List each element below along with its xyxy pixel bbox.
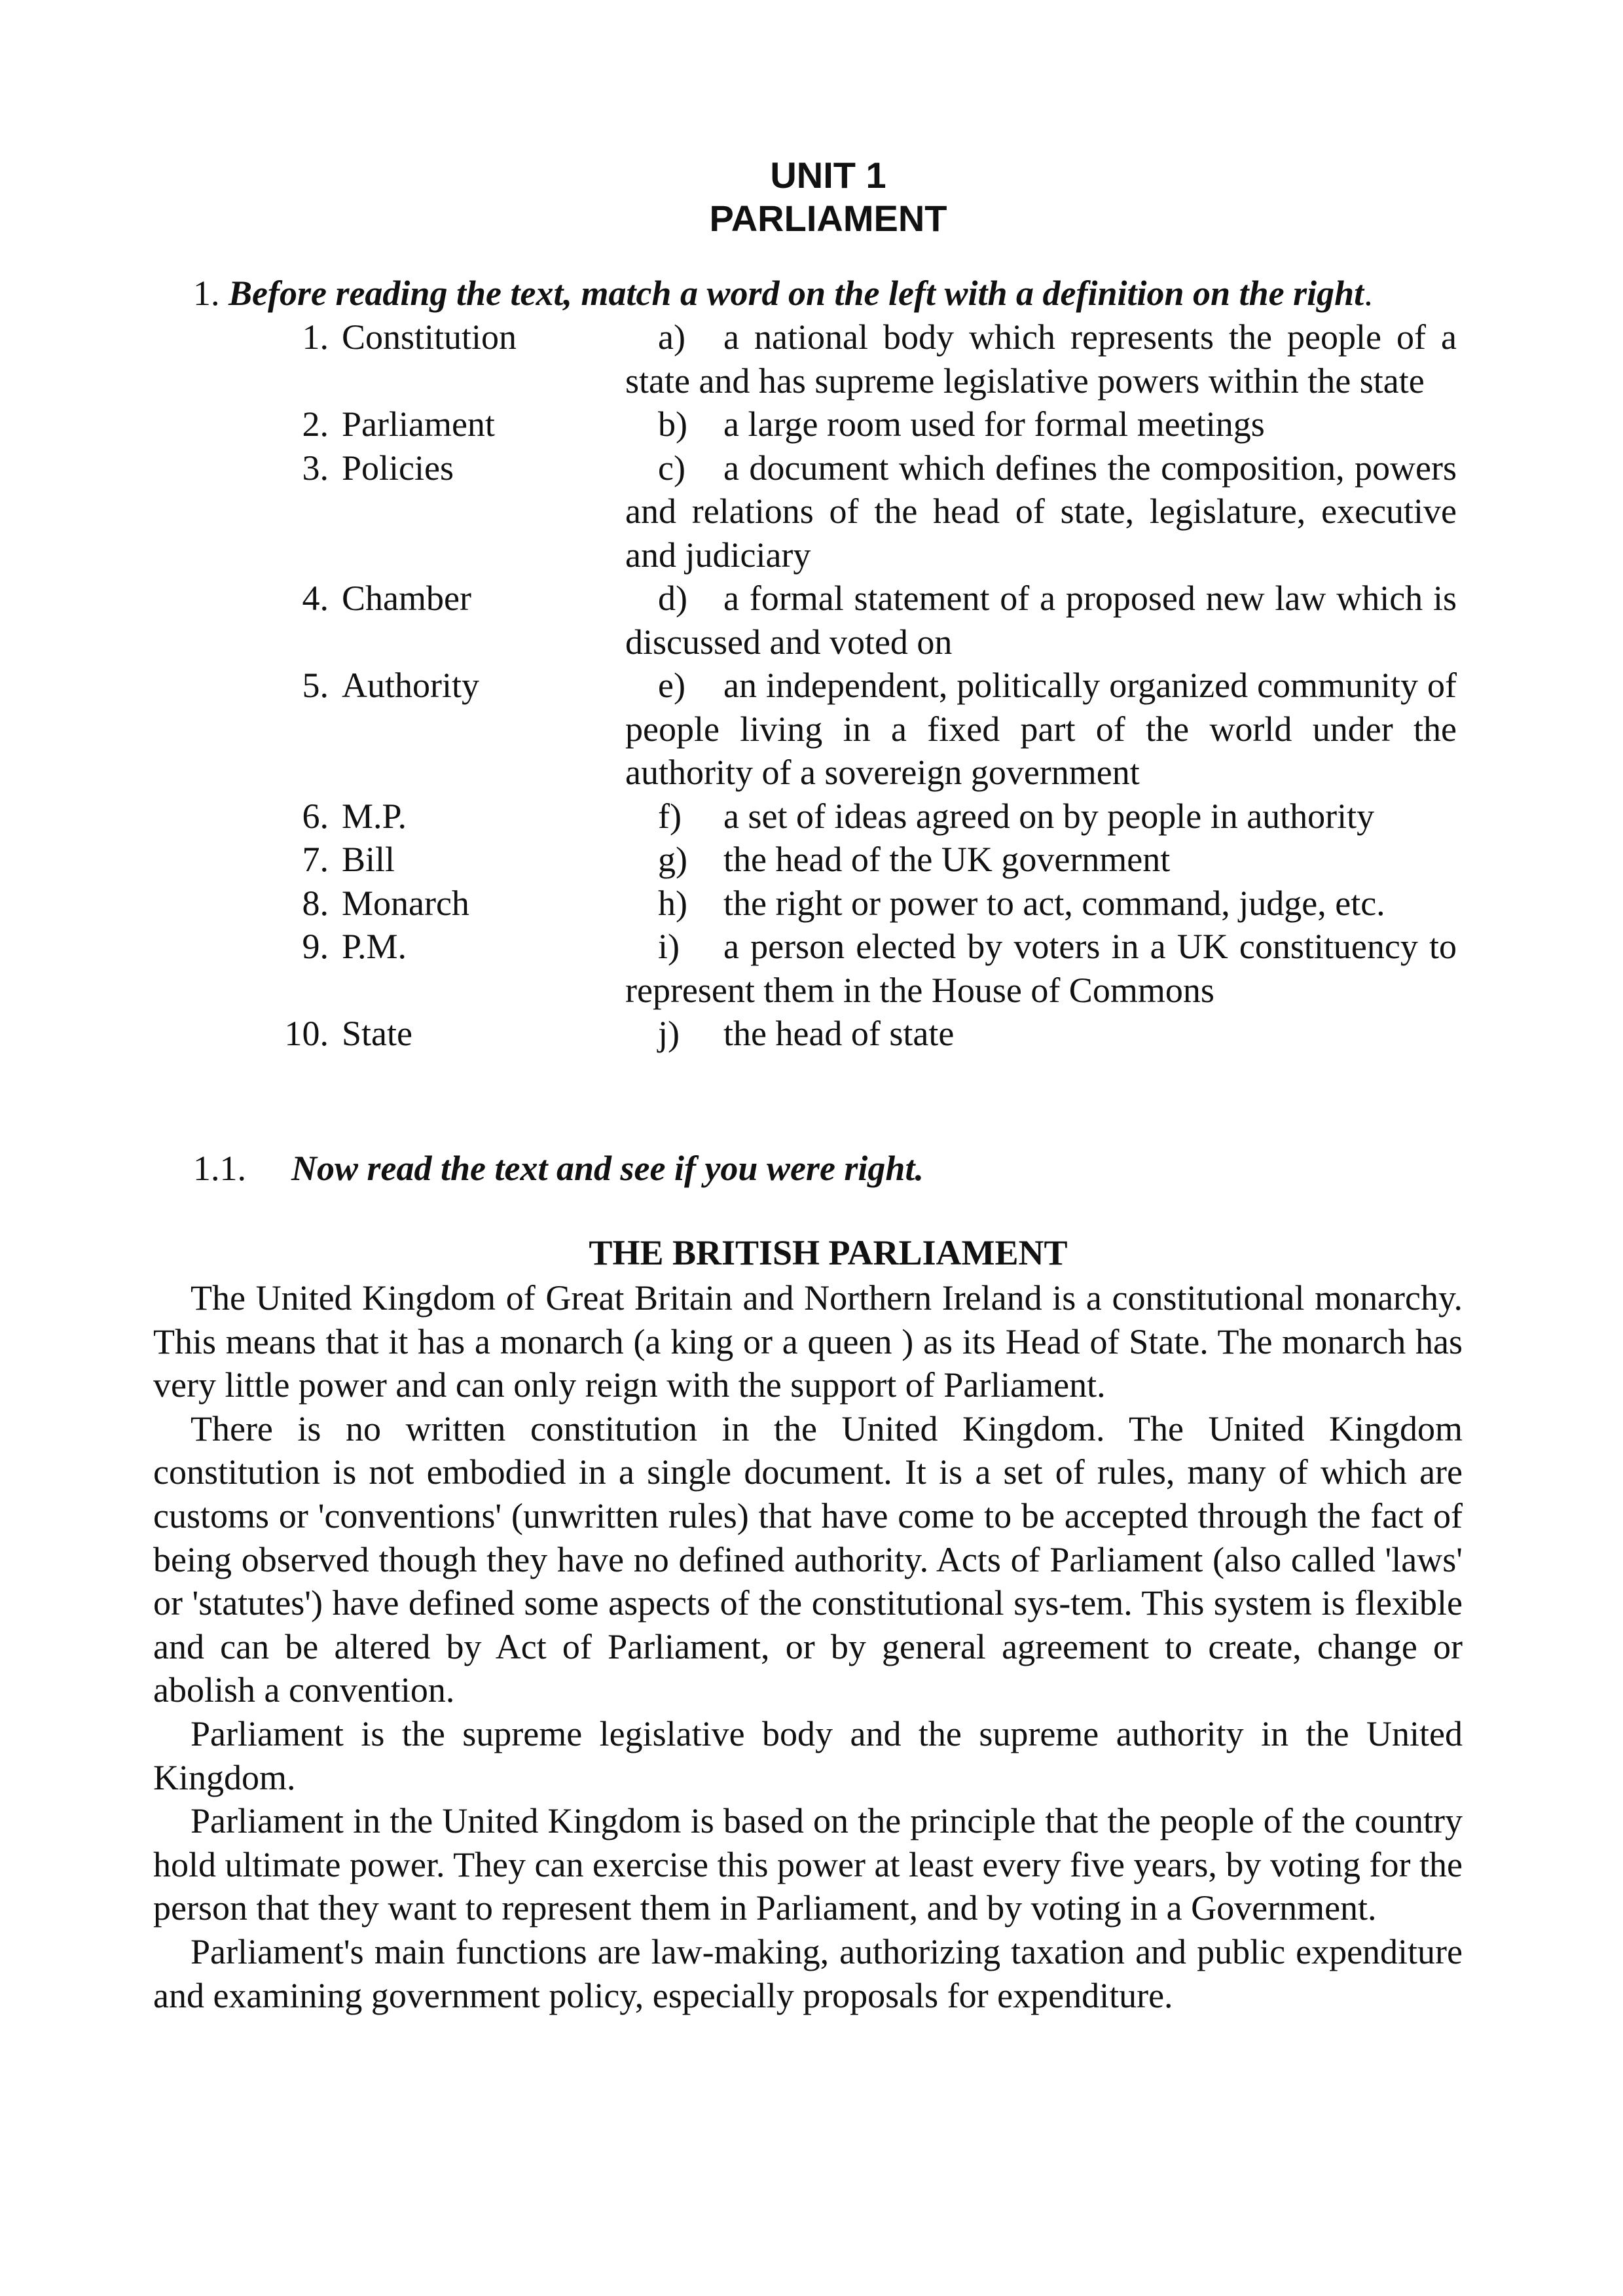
article-paragraph: There is no written constitution in the United Kingdom. The United Kingdom constitution is not embodied in a single document. It is a set of rules, many of which are customs or 'conventions' (unwritten rules) that have come to be accepted through the fact of being observed though they have no defined authority. Acts of Parliament (also called 'laws' or 'statutes') have defined some aspects of the constitutional sys-tem. This system is flexible and can be altered by Act of Parliament, or by general agreement to create, change or abolish a convention. — [153, 1408, 1463, 1710]
match-term — [282, 925, 407, 969]
definition-text: the head of state — [723, 1014, 955, 1053]
article-paragraph: Parliament in the United Kingdom is based on the principle that the people of the country hold ultimate power. They can exercise this power at least every five years, by voting for the person that they want to represent them in Parliament, and by voting in a Government. — [153, 1801, 1463, 1928]
term-word: M.P. — [342, 796, 407, 836]
article-title: THE BRITISH PARLIAMENT — [589, 1233, 1068, 1272]
term-number: 6. — [302, 796, 329, 836]
term-word: Authority — [342, 666, 479, 705]
definition-text: an independent, politically organized community of people living in a fixed part of the world under the authority of a sovereign government — [625, 666, 1457, 792]
article-paragraph: The United Kingdom of Great Britain and Northern Ireland is a constitutional monarchy. This means that it has a monarch (a king or a queen ) as its Head of State. The monarch has very little power and can only reign with the support of Parliament. — [153, 1278, 1463, 1405]
article-paragraph: Parliament is the supreme legislative body and the supreme authority in the United Kingdom. — [153, 1713, 1463, 1797]
match-definition: g) the head of the UK government — [658, 840, 1171, 879]
match-definition: b) a large room used for formal meetings — [658, 404, 1265, 444]
match-term — [282, 403, 495, 446]
term-number: 2. — [302, 404, 329, 444]
term-word: Chamber — [342, 579, 471, 618]
task-1-1-instruction — [193, 1147, 924, 1190]
match-row — [0, 882, 1623, 925]
term-word: Parliament — [342, 404, 495, 444]
match-row — [0, 577, 1623, 664]
match-row — [0, 664, 1623, 795]
article-paragraph: Parliament's main functions are law-making, authorizing taxation and public expenditure and examining government policy, especially proposals for expenditure. — [153, 1931, 1463, 2015]
term-number: 10. — [284, 1014, 329, 1053]
definition-text: a document which defines the composition, powers and relations of the head of state, legislature, executive and judiciary — [625, 448, 1457, 575]
match-term — [282, 882, 469, 925]
match-row — [0, 446, 1623, 577]
definition-text: a large room used for formal meetings — [723, 404, 1265, 444]
match-definition: c) a document which defines the composition, powers and relations of the head of state, legislature, executive and judiciary — [625, 448, 1457, 575]
matching-exercise — [0, 315, 1623, 1056]
match-row — [0, 795, 1623, 838]
term-number: 4. — [302, 579, 329, 618]
match-term — [282, 577, 471, 620]
task-number: 1. — [193, 274, 220, 313]
match-definition: e) an independent, politically organized community of people living in a fixed part of the world under the authority of a sovereign government — [625, 666, 1457, 792]
match-definition: h) the right or power to act, command, judge, etc. — [658, 883, 1385, 923]
definition-text: a formal statement of a proposed new law which is discussed and voted on — [625, 579, 1457, 662]
match-row — [0, 838, 1623, 882]
term-word: P.M. — [342, 927, 407, 966]
match-term — [282, 795, 407, 838]
match-definition: j) the head of state — [658, 1014, 955, 1053]
term-word: State — [342, 1014, 412, 1053]
term-word: Bill — [342, 840, 395, 879]
definition-text: the right or power to act, command, judge, etc. — [723, 883, 1385, 923]
term-number: 1. — [302, 317, 329, 357]
definition-text: the head of the UK government — [723, 840, 1171, 879]
term-number: 9. — [302, 927, 329, 966]
match-definition: f) a set of ideas agreed on by people in authority — [658, 796, 1375, 836]
match-definition: a) a national body which represents the people of a state and has supreme legislative powers within the state — [625, 317, 1457, 401]
term-number: 8. — [302, 883, 329, 923]
article-body — [153, 1276, 1463, 2017]
task-1-instruction: 1. Before reading the text, match a word on the left with a definition on the right. — [193, 274, 1373, 313]
term-number: 3. — [302, 448, 329, 488]
task-text: Before reading the text, match a word on the left with a definition on the right — [228, 274, 1364, 313]
task-number: 1.1. — [193, 1149, 246, 1188]
match-row — [0, 315, 1623, 403]
term-word: Monarch — [342, 883, 469, 923]
match-term — [282, 838, 395, 882]
match-row — [0, 925, 1623, 1012]
unit-subtitle: PARLIAMENT — [709, 198, 947, 239]
term-number: 5. — [302, 666, 329, 705]
term-word: Constitution — [342, 317, 517, 357]
unit-title: UNIT 1 — [770, 154, 886, 196]
term-number: 7. — [302, 840, 329, 879]
definition-text: a set of ideas agreed on by people in authority — [723, 796, 1375, 836]
match-definition: i) a person elected by voters in a UK constituency to represent them in the House of Commons — [625, 927, 1457, 1010]
match-term — [282, 664, 479, 708]
task-text: Now read the text and see if you were right. — [291, 1149, 924, 1188]
match-row — [0, 403, 1623, 446]
match-term — [282, 1012, 412, 1056]
match-row — [0, 1012, 1623, 1056]
match-definition: d) a formal statement of a proposed new law which is discussed and voted on — [625, 579, 1457, 662]
match-term — [282, 315, 517, 359]
definition-text: a person elected by voters in a UK constituency to represent them in the House of Commons — [625, 927, 1457, 1010]
term-word: Policies — [342, 448, 454, 488]
match-term — [282, 446, 454, 490]
definition-text: a national body which represents the people of a state and has supreme legislative powers within the state — [625, 317, 1457, 401]
